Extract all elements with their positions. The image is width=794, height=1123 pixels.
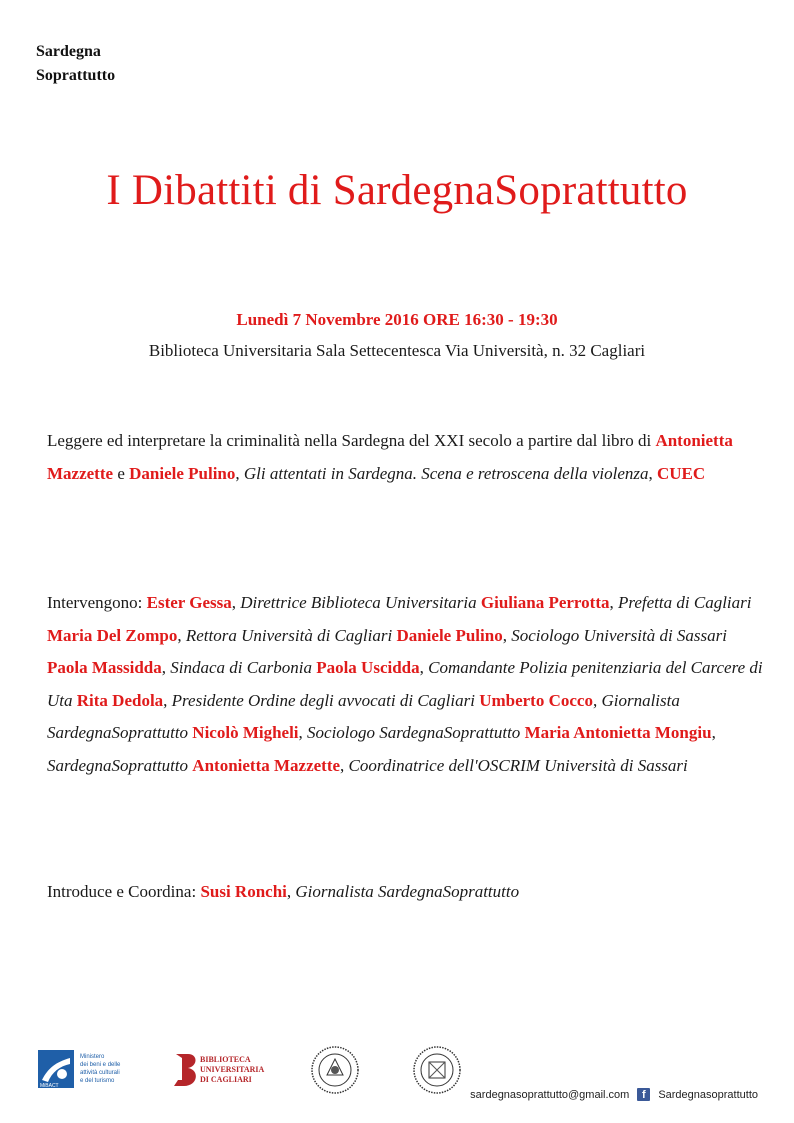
biblioteca-text-line: DI CAGLIARI xyxy=(200,1075,252,1084)
speaker-role: Presidente Ordine degli avvocati di Cagliari xyxy=(171,690,475,710)
biblioteca-text-line: UNIVERSITARIA xyxy=(200,1065,265,1074)
mibact-logo xyxy=(38,1050,158,1090)
moderator-role: Giornalista SardegnaSoprattutto xyxy=(295,882,520,901)
abstract-paragraph: Leggere ed interpretare la criminalità nella Sardegna del XXI secolo a partire dal libro di Antonietta Mazzette e Daniele Pulino, Gli attentati in Sardegna. Scena e retroscena della violenza, CUEC xyxy=(47,431,733,483)
mibact-text-line: attività culturali xyxy=(80,1070,120,1076)
speaker-role: Comandante Polizia penitenziaria del Carcere di Uta xyxy=(47,658,763,710)
university-cagliari-seal xyxy=(310,1045,360,1095)
publisher-name: CUEC xyxy=(657,463,706,483)
mibact-abbr: MiBACT xyxy=(40,1083,59,1089)
contact-footer xyxy=(470,1088,758,1101)
facebook-page[interactable]: Sardegnasoprattutto xyxy=(658,1088,758,1101)
moderator-paragraph: Introduce e Coordina: Susi Ronchi, Giornalista SardegnaSoprattutto xyxy=(47,882,520,901)
moderator-name: Susi Ronchi xyxy=(200,882,287,901)
speaker-role: SardegnaSoprattutto xyxy=(47,755,189,775)
book-title: Gli attentati in Sardegna. Scena e retroscena della violenza xyxy=(243,463,649,483)
speaker-name: Daniele Pulino xyxy=(396,625,503,645)
brand-line-1: Sardegna xyxy=(36,43,101,60)
contact-email[interactable]: sardegnasoprattutto@gmail.com xyxy=(470,1088,630,1101)
speaker-name: Paola Massidda xyxy=(47,658,162,677)
speaker-role: Rettora Università di Cagliari xyxy=(185,625,393,645)
speakers-label: Intervengono: xyxy=(47,593,147,612)
speaker-name: Rita Dedola xyxy=(76,690,164,710)
abstract-intro: Leggere ed interpretare la criminalità nella Sardegna del XXI secolo a partire dal libro di xyxy=(47,431,656,450)
speaker-role: Giornalista SardegnaSoprattutto xyxy=(47,690,680,742)
university-sassari-seal xyxy=(412,1045,462,1095)
speaker-name: Antonietta Mazzette xyxy=(192,755,341,775)
speaker-name: Maria Antonietta Mongiu xyxy=(524,723,712,742)
speaker-list: Ester Gessa, Direttrice Biblioteca Universitaria Giuliana Perrotta, Prefetta di Cagliari Maria Del Zompo, Rettora Università di Cagliari Daniele Pulino, Sociologo Università di Sassari Paola Massidda, Sindaca di Carbonia Paola Uscidda, Comandante Polizia penitenziaria del Carcere di Uta Rita Dedola, Presidente Ordine degli avvocati di Cagliari Umberto Cocco, Giornalista SardegnaSoprattutto Nicolò Migheli, Sociologo SardegnaSoprattutto Maria Antonietta Mongiu, SardegnaSoprattutto Antonietta Mazzette, Coordinatrice dell'OSCRIM Università di Sassari xyxy=(47,593,763,775)
speaker-name: Nicolò Migheli xyxy=(192,723,299,742)
speaker-name: Giuliana Perrotta xyxy=(480,593,610,612)
moderator-label: Introduce e Coordina: xyxy=(47,882,201,901)
speaker-role: Sindaca di Carbonia xyxy=(170,658,312,677)
page-title: I Dibattiti di SardegnaSoprattutto xyxy=(106,167,688,214)
speaker-role: Direttrice Biblioteca Universitaria xyxy=(240,593,477,612)
event-venue: Biblioteca Universitaria Sala Settecentesca Via Università, n. 32 Cagliari xyxy=(148,341,646,360)
speaker-role: Sociologo Università di Sassari xyxy=(511,625,728,645)
biblioteca-text-line: BIBLIOTECA xyxy=(200,1055,251,1064)
mibact-text-line: dei beni e delle xyxy=(80,1062,121,1068)
conjunction: e xyxy=(113,463,130,483)
speaker-name: Paola Uscidda xyxy=(316,658,420,677)
speaker-role: Prefetta di Cagliari xyxy=(618,593,752,612)
brand-name xyxy=(36,40,115,88)
mibact-text-line: Ministero xyxy=(80,1054,105,1060)
mibact-text-line: e del turismo xyxy=(80,1078,115,1084)
facebook-icon: f xyxy=(637,1088,650,1101)
speaker-name: Ester Gessa xyxy=(146,593,232,612)
speaker-name: Maria Del Zompo xyxy=(47,625,178,645)
brand-line-2: Soprattutto xyxy=(36,67,116,84)
speaker-role: Coordinatrice dell'OSCRIM Università di Sassari xyxy=(348,755,688,775)
biblioteca-universitaria-logo xyxy=(170,1050,270,1090)
author-name: Daniele Pulino xyxy=(129,463,236,483)
speaker-role: Sociologo SardegnaSoprattutto xyxy=(307,723,521,742)
speaker-name: Umberto Cocco xyxy=(479,690,593,710)
author-name: Antonietta Mazzette xyxy=(47,431,733,483)
event-date-time: Lunedì 7 Novembre 2016 ORE 16:30 - 19:30 xyxy=(236,310,558,329)
speakers-paragraph xyxy=(47,587,767,782)
